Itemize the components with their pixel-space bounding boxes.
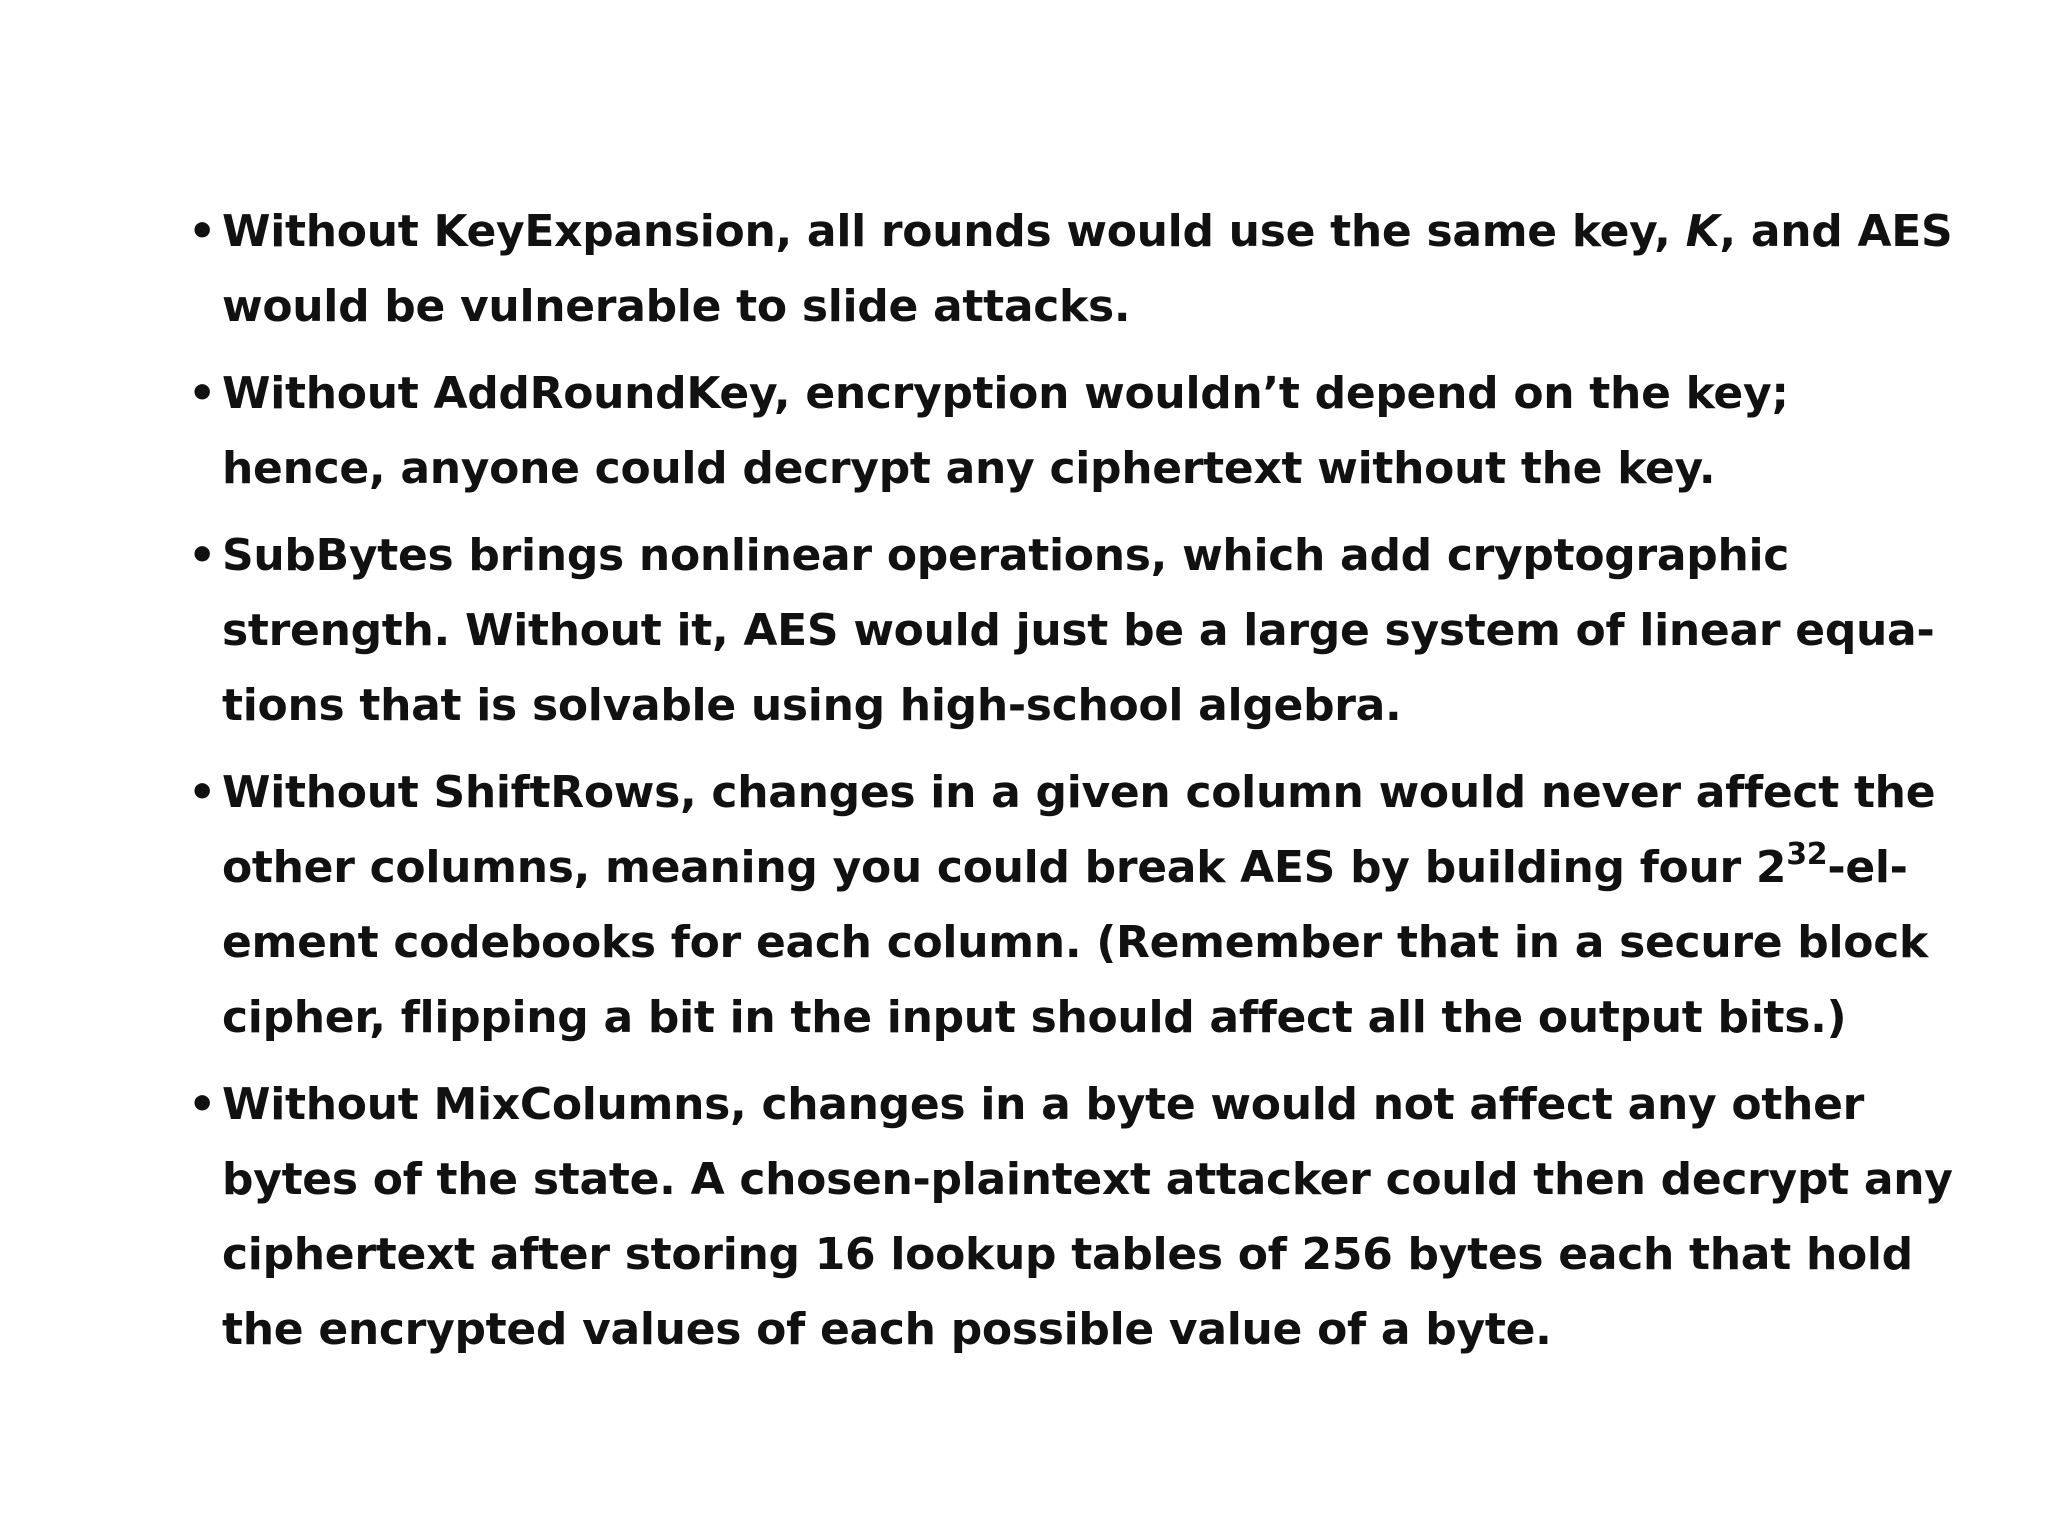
bullet-list xyxy=(188,194,1953,1367)
text-line: Without AddRoundKey, encryption wouldn’t depend on the key; xyxy=(222,368,1789,419)
text-line: ciphertext after storing 16 lookup tables of 256 bytes each that hold xyxy=(222,1229,1913,1280)
superscript-exponent: 32 xyxy=(1786,837,1828,872)
text-line xyxy=(222,194,1953,269)
text-segment: , and AES xyxy=(1719,206,1953,257)
text-line xyxy=(222,830,1908,905)
list-item-subbytes xyxy=(188,518,1935,743)
text-line: tions that is solvable using high-school algebra. xyxy=(222,680,1402,731)
document-page xyxy=(188,194,1953,1379)
text-line: would be vulnerable to slide attacks. xyxy=(222,281,1131,332)
list-item-addroundkey xyxy=(188,356,1908,506)
bullet-marker: • xyxy=(188,530,216,581)
text-segment: Without KeyExpansion, all rounds would use the same key, xyxy=(222,206,1686,257)
text-line: bytes of the state. A chosen-plaintext attacker could then decrypt any xyxy=(222,1154,1953,1205)
text-line: cipher, flipping a bit in the input should affect all the output bits.) xyxy=(222,992,1847,1043)
text-line: Without MixColumns, changes in a byte would not affect any other xyxy=(222,1079,1865,1130)
bullet-marker: • xyxy=(188,767,216,818)
text-line: SubBytes brings nonlinear operations, which add cryptographic xyxy=(222,530,1790,581)
list-item-mixcolumns xyxy=(188,1067,1953,1367)
text-line: strength. Without it, AES would just be a large system of linear equa- xyxy=(222,605,1935,656)
text-line: Without ShiftRows, changes in a given column would never affect the xyxy=(222,767,1936,818)
list-item-shiftrows xyxy=(188,755,1936,1055)
bullet-marker: • xyxy=(188,368,216,419)
text-segment: -el- xyxy=(1827,842,1908,893)
text-line: hence, anyone could decrypt any ciphertext without the key. xyxy=(222,443,1716,494)
italic-symbol: K xyxy=(1685,206,1720,257)
bullet-marker: • xyxy=(188,206,216,257)
text-line: ement codebooks for each column. (Remember that in a secure block xyxy=(222,917,1928,968)
list-item-keyexpansion xyxy=(188,194,1953,344)
text-line: the encrypted values of each possible value of a byte. xyxy=(222,1304,1552,1355)
text-segment: other columns, meaning you could break AES by building four 2 xyxy=(222,842,1787,893)
bullet-marker: • xyxy=(188,1079,216,1130)
